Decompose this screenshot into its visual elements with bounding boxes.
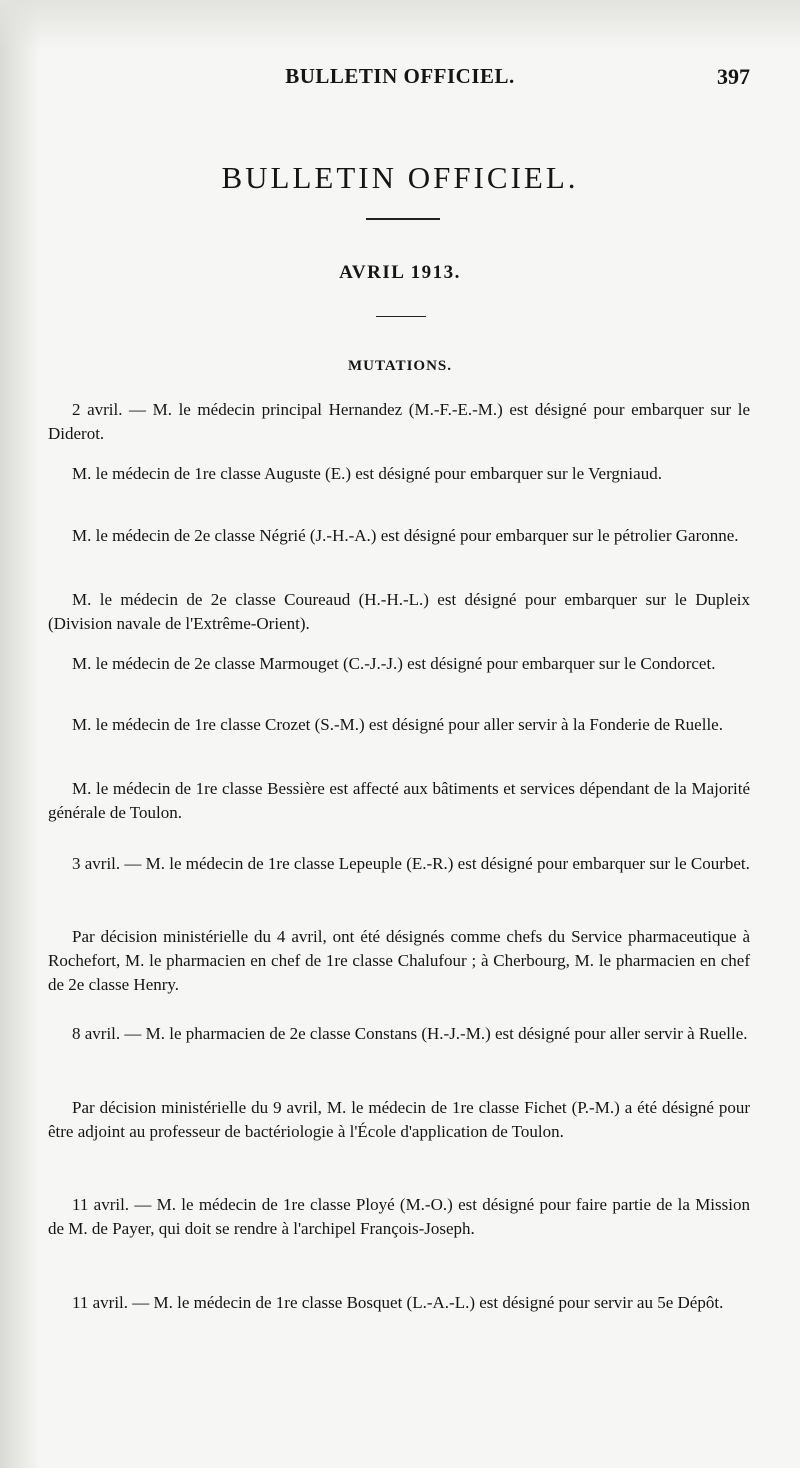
mutation-entry: M. le médecin de 1re classe Auguste (E.) est désigné pour embarquer sur le Vergniaud. — [72, 464, 662, 483]
mutation-entry: 11 avril. — M. le médecin de 1re classe Ployé (M.-O.) est désigné pour faire partie de la Mission de M. de Payer, qui doit se rendre à l'archipel François-Joseph. — [48, 1195, 750, 1238]
mutation-entry: Par décision ministérielle du 9 avril, M. le médecin de 1re classe Fichet (P.-M.) a été désigné pour être adjoint au professeur de bactériologie à l'École d'application de Toulon. — [48, 1098, 750, 1141]
mutation-entry: M. le médecin de 1re classe Bessière est affecté aux bâtiments et services dépendant de la Majorité générale de Toulon. — [48, 779, 750, 822]
running-title: BULLETIN OFFICIEL. — [285, 64, 515, 88]
mutation-entry: 3 avril. — M. le médecin de 1re classe Lepeuple (E.-R.) est désigné pour embarquer sur le Courbet. — [72, 854, 750, 873]
mutation-entry: 11 avril. — M. le médecin de 1re classe Bosquet (L.-A.-L.) est désigné pour servir au 5e Dépôt. — [72, 1293, 724, 1312]
mutation-entry: M. le médecin de 2e classe Coureaud (H.-H.-L.) est désigné pour embarquer sur le Dupleix (Division navale de l'Extrême-Orient). — [48, 590, 750, 633]
date-divider — [376, 316, 426, 317]
issue-date: AVRIL 1913. — [339, 262, 461, 283]
page-shadow-left — [0, 0, 40, 1468]
page-title: BULLETIN OFFICIEL. — [221, 160, 579, 195]
mutation-entry: M. le médecin de 2e classe Marmouget (C.-J.-J.) est désigné pour embarquer sur le Condorcet. — [72, 654, 716, 673]
mutation-entry: 8 avril. — M. le pharmacien de 2e classe Constans (H.-J.-M.) est désigné pour aller servir à Ruelle. — [72, 1024, 748, 1043]
section-heading: MUTATIONS. — [347, 358, 453, 374]
title-divider — [366, 218, 440, 220]
mutation-entry: M. le médecin de 2e classe Négrié (J.-H.-A.) est désigné pour embarquer sur le pétrolier Garonne. — [72, 526, 739, 545]
page-shadow-top — [0, 0, 800, 50]
running-header — [0, 64, 800, 94]
page-number: 397 — [717, 64, 750, 89]
mutation-entry: Par décision ministérielle du 4 avril, ont été désignés comme chefs du Service pharmaceutique à Rochefort, M. le pharmacien en chef de 1re classe Chalufour ; à Cherbourg, M. le pharmacien en chef de 2e classe Henry. — [48, 927, 750, 994]
mutation-entry: 2 avril. — M. le médecin principal Hernandez (M.-F.-E.-M.) est désigné pour embarquer sur le Diderot. — [48, 400, 750, 443]
mutation-entry: M. le médecin de 1re classe Crozet (S.-M.) est désigné pour aller servir à la Fonderie de Ruelle. — [72, 715, 723, 734]
